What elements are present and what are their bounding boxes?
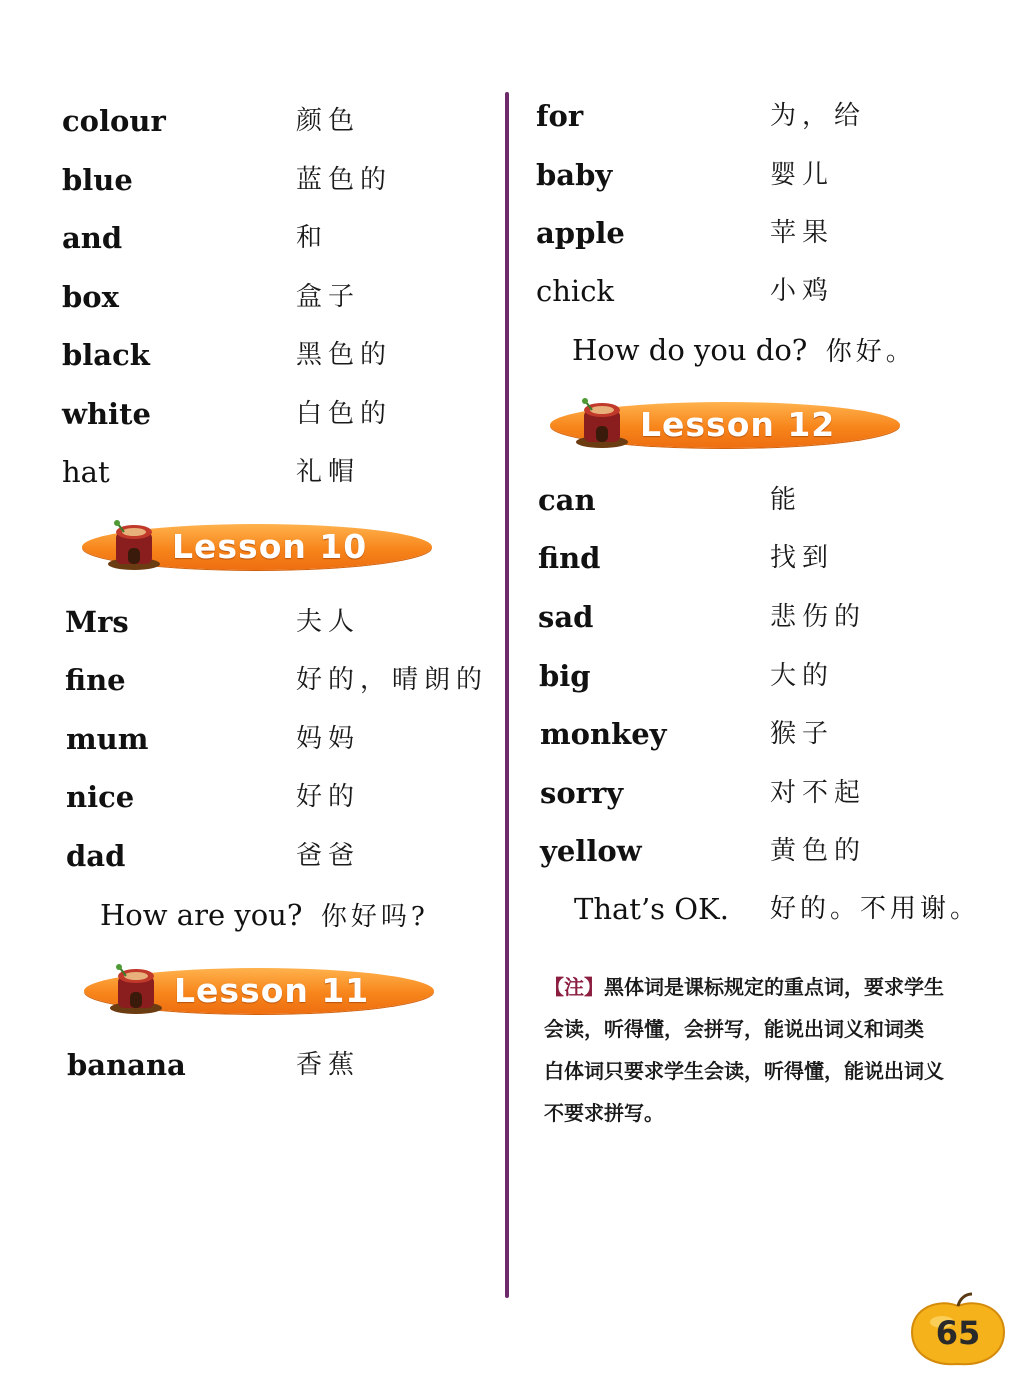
vocab-row — [536, 480, 1024, 520]
vocab-row — [536, 538, 1024, 578]
vocab-word: fine — [65, 663, 126, 697]
vocab-word: dad — [66, 839, 126, 873]
vocab-row — [62, 719, 482, 759]
vocab-row — [62, 101, 482, 141]
vocab-meaning: 夫人 — [296, 607, 361, 637]
vocab-meaning: 黄色的 — [770, 836, 867, 866]
vocab-word: colour — [62, 104, 166, 138]
vocab-meaning: 黑色的 — [296, 340, 393, 370]
phrase-zh: 你好。 — [825, 337, 916, 367]
vocab-row — [62, 394, 482, 434]
vocab-row — [536, 271, 1024, 311]
vocab-row — [536, 831, 1024, 871]
vocab-row — [536, 155, 1024, 195]
tree-stump-icon — [106, 958, 166, 1018]
vocab-row — [62, 452, 482, 492]
vocab-meaning: 找到 — [770, 543, 835, 573]
vocab-meaning: 香蕉 — [296, 1050, 361, 1080]
vocab-meaning: 婴儿 — [770, 160, 835, 190]
vocab-row — [62, 277, 482, 317]
vocab-word: baby — [536, 158, 613, 192]
vocab-meaning: 爸爸 — [296, 841, 361, 871]
vocab-meaning: 礼帽 — [296, 457, 361, 487]
vocab-meaning: 妈妈 — [296, 724, 361, 754]
vocab-word: mum — [66, 722, 149, 756]
vocab-word: box — [62, 280, 119, 314]
lesson-11-title: Lesson 11 — [174, 971, 370, 1010]
page-number: 65 — [935, 1314, 981, 1352]
vocab-meaning: 盒子 — [296, 282, 361, 312]
vocab-word: monkey — [540, 717, 667, 751]
vocab-word: chick — [536, 274, 615, 308]
vocab-row — [536, 714, 1024, 754]
note-line-4: 不要求拼写。 — [544, 1101, 664, 1125]
phrase-how-do-you-do — [572, 330, 916, 372]
vocab-meaning: 能 — [770, 485, 803, 515]
vocab-meaning: 为，给 — [770, 101, 867, 131]
vocab-word: white — [62, 397, 151, 431]
phrase-thats-ok — [574, 889, 981, 929]
tree-stump-icon — [572, 392, 632, 452]
lesson-12-title: Lesson 12 — [640, 405, 836, 444]
vocab-row — [536, 96, 1024, 136]
note-tag: 【注】 — [544, 975, 604, 999]
note-block — [544, 966, 1024, 1134]
vocab-word: and — [62, 221, 123, 255]
vocab-word: black — [62, 338, 150, 372]
vocab-word: sad — [538, 600, 594, 634]
vocab-meaning: 白色的 — [296, 399, 393, 429]
vocab-row — [62, 1045, 482, 1085]
vocab-meaning: 蓝色的 — [296, 165, 393, 195]
vocab-word: apple — [536, 216, 625, 250]
vocab-meaning: 颜色 — [296, 106, 361, 136]
vocab-row — [62, 602, 482, 642]
vocab-word: blue — [62, 163, 133, 197]
lesson-10-title: Lesson 10 — [172, 527, 368, 566]
note-line-2: 会读，听得懂，会拼写，能说出词义和词类 — [544, 1017, 924, 1041]
phrase-en: How are you? — [100, 898, 303, 932]
vocab-meaning: 好的，晴朗的 — [296, 665, 489, 695]
lesson-10-banner — [82, 522, 432, 572]
column-divider — [505, 92, 509, 1298]
vocab-row — [62, 335, 482, 375]
vocab-word: nice — [66, 780, 135, 814]
note-line-3: 白体词只要求学生会读，听得懂，能说出词义 — [544, 1059, 944, 1083]
vocab-row — [536, 773, 1024, 813]
vocab-word: Mrs — [65, 605, 129, 639]
vocab-meaning: 悲伤的 — [770, 602, 867, 632]
phrase-en: That’s OK. — [574, 892, 729, 926]
vocab-row — [536, 597, 1024, 637]
vocab-word: banana — [67, 1048, 186, 1082]
page-number-badge — [908, 1292, 1008, 1368]
note-line-1 — [544, 966, 1024, 1008]
vocab-meaning: 和 — [296, 223, 329, 253]
vocab-meaning: 苹果 — [770, 218, 835, 248]
vocab-word: find — [538, 541, 601, 575]
vocab-meaning: 对不起 — [770, 778, 867, 808]
vocab-word: for — [536, 99, 584, 133]
vocab-row — [536, 213, 1024, 253]
lesson-11-banner — [84, 966, 434, 1016]
vocab-word: yellow — [540, 834, 642, 868]
phrase-zh: 好的。不用谢。 — [770, 894, 981, 924]
vocab-meaning: 好的 — [296, 782, 361, 812]
vocab-word: hat — [62, 455, 110, 489]
vocab-meaning: 大的 — [770, 661, 835, 691]
tree-stump-icon — [104, 514, 164, 574]
vocab-row — [62, 660, 489, 700]
phrase-how-are-you — [100, 895, 429, 937]
vocab-row — [62, 160, 482, 200]
phrase-en: How do you do? — [572, 333, 808, 367]
vocab-row — [536, 656, 1024, 696]
vocab-meaning: 小鸡 — [770, 276, 835, 306]
vocab-word: can — [538, 483, 596, 517]
vocab-row — [62, 836, 482, 876]
vocab-meaning: 猴子 — [770, 719, 835, 749]
vocab-row — [62, 218, 482, 258]
vocab-word: sorry — [540, 776, 624, 810]
vocab-word: big — [539, 659, 591, 693]
vocab-row — [62, 777, 482, 817]
lesson-12-banner — [550, 400, 900, 450]
phrase-zh: 你好吗? — [320, 902, 429, 932]
note-text-1: 黑体词是课标规定的重点词，要求学生 — [604, 975, 944, 999]
